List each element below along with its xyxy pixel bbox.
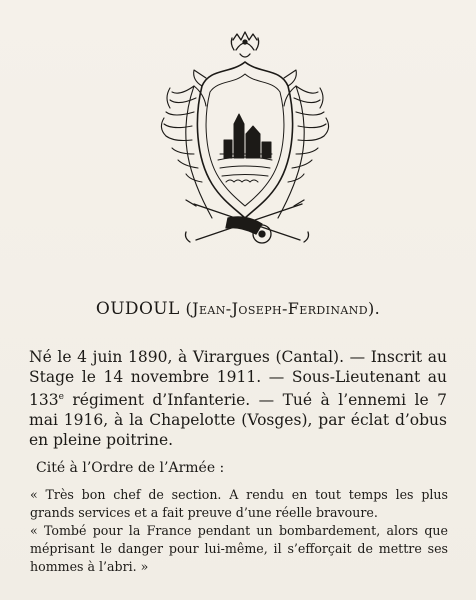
citation-quote-2: « Tombé pour la France pendant un bombardement, alors que méprisant le danger pour lui-même, il s’efforçait de mettre ses hommes à l’abri. » (30, 523, 448, 574)
biography-text-start: Né le 4 juin 1890, à Virargues (Cantal). — Inscrit au Stage le 14 novembre 1911. — Sous-Lieutenant au 133 (29, 348, 447, 409)
citation-quote-1: « Très bon chef de section. A rendu en tout temps les plus grands services et a fait preuve d’une réelle bravoure. (30, 487, 448, 520)
cannon-trophy (186, 200, 309, 243)
cartouche (194, 62, 297, 218)
biography-text-end: régiment d’Infanterie. — Tué à l’ennemi le 7 mai 1916, à la Chapelotte (Vosges), par éclat d’obus en pleine poitrine. (29, 391, 447, 449)
wreath-crown (231, 32, 258, 57)
citation-title: Cité à l’Ordre de l’Armée : (36, 460, 225, 476)
given-names: (Jean-Joseph-Ferdinand). (185, 299, 381, 318)
regiment-ordinal-suffix: e (58, 392, 64, 402)
surname: OUDOUL (95, 299, 180, 319)
left-palm (161, 86, 212, 218)
right-palm (278, 86, 329, 218)
person-heading (0, 299, 476, 319)
town-crest-emblem-icon (150, 28, 340, 250)
town-skyline (218, 114, 272, 182)
biography-paragraph (29, 347, 447, 450)
